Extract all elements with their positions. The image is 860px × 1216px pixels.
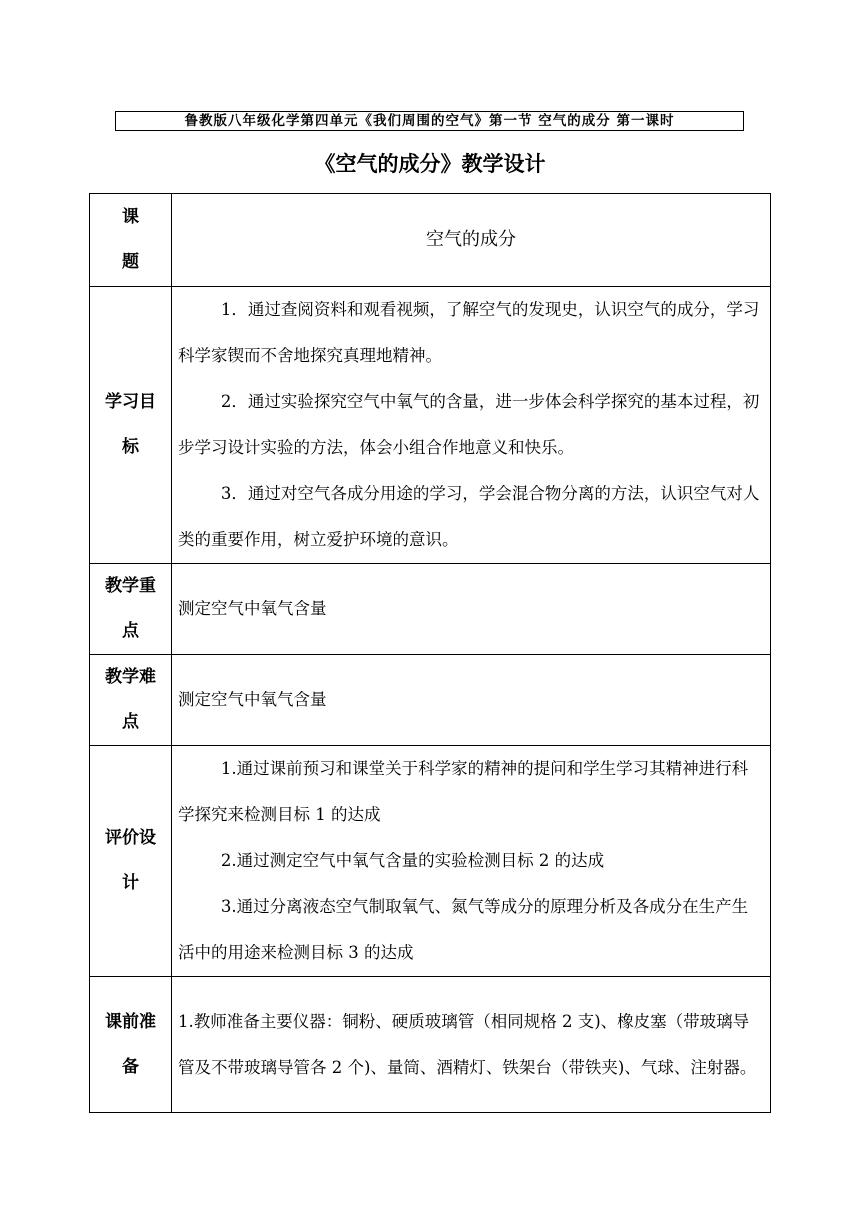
objective-item: 2．通过实验探究空气中氧气的含量，进一步体会科学探究的基本过程，初步学习设计实验的方法，体会小组合作地意义和快乐。 bbox=[178, 392, 760, 457]
row-difficulty bbox=[90, 655, 771, 746]
label-topic bbox=[90, 194, 172, 287]
label-preparation bbox=[90, 977, 172, 1113]
row-objectives bbox=[90, 287, 771, 564]
value-difficulty: 测定空气中氧气含量 bbox=[172, 655, 771, 746]
label-topic-text: 课题 bbox=[122, 207, 139, 272]
value-objectives bbox=[172, 287, 771, 564]
label-preparation-text: 课前准备 bbox=[105, 1011, 156, 1077]
label-evaluation bbox=[90, 746, 172, 977]
label-key-point bbox=[90, 564, 172, 655]
label-objectives-text: 学习目标 bbox=[105, 392, 156, 457]
row-key-point bbox=[90, 564, 771, 655]
evaluation-item: 2.通过测定空气中氧气含量的实验检测目标 2 的达成 bbox=[220, 851, 605, 870]
row-preparation bbox=[90, 977, 771, 1113]
document-header-box bbox=[115, 111, 744, 131]
header-line: 鲁教版八年级化学第四单元《我们周围的空气》第一节 空气的成分 第一课时 bbox=[184, 113, 675, 129]
label-objectives bbox=[90, 287, 172, 564]
value-topic: 空气的成分 bbox=[172, 194, 771, 287]
preparation-item: 1.教师准备主要仪器：铜粉、硬质玻璃管（相同规格 2 支)、橡皮塞（带玻璃导管及不带玻璃导管各 2 个)、量筒、酒精灯、铁架台（带铁夹)、气球、注射器。 bbox=[178, 1011, 757, 1077]
value-evaluation bbox=[172, 746, 771, 977]
objective-item: 3．通过对空气各成分用途的学习，学会混合物分离的方法，认识空气对人类的重要作用，树立爱护环境的意识。 bbox=[178, 484, 760, 549]
label-evaluation-text: 评价设计 bbox=[105, 828, 156, 893]
label-difficulty-text: 教学难点 bbox=[105, 667, 156, 732]
value-preparation bbox=[172, 977, 771, 1113]
lesson-plan-table bbox=[89, 193, 771, 1113]
evaluation-item: 3.通过分离液态空气制取氧气、氮气等成分的原理分析及各成分在生产生活中的用途来检测目标 3 的达成 bbox=[178, 897, 749, 962]
label-difficulty bbox=[90, 655, 172, 746]
value-key-point: 测定空气中氧气含量 bbox=[172, 564, 771, 655]
row-evaluation bbox=[90, 746, 771, 977]
row-topic bbox=[90, 194, 771, 287]
label-key-point-text: 教学重点 bbox=[105, 576, 156, 641]
objective-item: 1．通过查阅资料和观看视频，了解空气的发现史，认识空气的成分，学习科学家锲而不舍地探究真理地精神。 bbox=[178, 300, 760, 365]
document-title: 《空气的成分》教学设计 bbox=[314, 152, 546, 176]
evaluation-item: 1.通过课前预习和课堂关于科学家的精神的提问和学生学习其精神进行科学探究来检测目标 1 的达成 bbox=[178, 759, 749, 824]
